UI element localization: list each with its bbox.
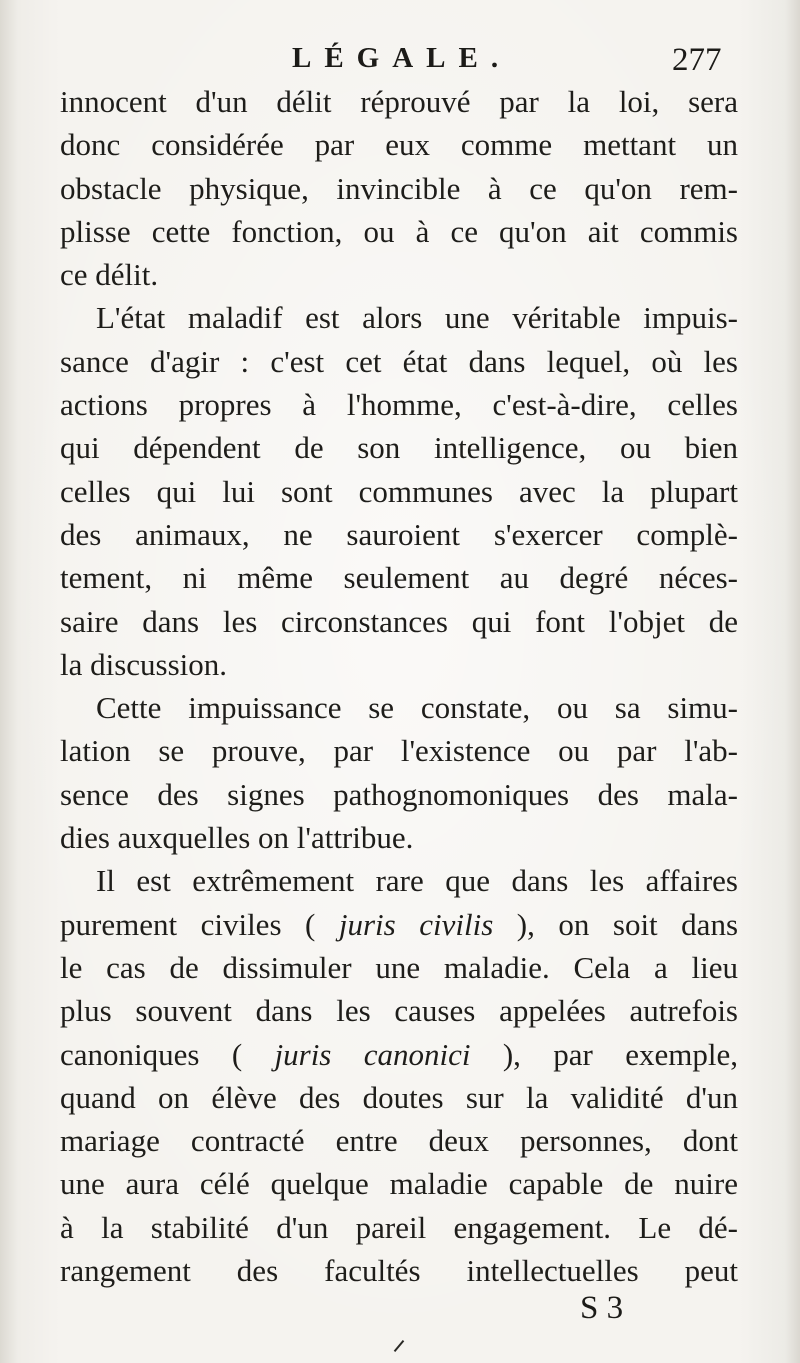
text-line: plisse cette fonction, ou à ce qu'on ait commis — [60, 213, 738, 249]
text-line: une aura célé quelque maladie capable de nuire — [60, 1166, 738, 1202]
latin-term: juris canonici — [274, 1036, 471, 1072]
text-line: dies auxquelles on l'attribue. — [60, 820, 414, 856]
page-header — [0, 40, 800, 84]
text-line: mariage contracté entre deux personnes, dont — [60, 1123, 738, 1159]
text-line: saire dans les circonstances qui font l'objet de — [60, 603, 738, 639]
text-line: innocent d'un délit réprouvé par la loi, sera — [60, 84, 738, 119]
text-line: la discussion. — [60, 646, 228, 682]
text-line: tement, ni même seulement au degré néces- — [60, 560, 738, 596]
text-line: donc considérée par eux comme mettant un — [60, 127, 738, 163]
ink-mark — [394, 1340, 405, 1352]
text-line: des animaux, ne sauroient s'exercer complè- — [60, 516, 738, 552]
latin-term: juris civilis — [338, 906, 494, 942]
text-line: purement civiles ( juris civilis ), on soit dans — [60, 906, 739, 942]
text-line: quand on élève des doutes sur la validité d'un — [60, 1079, 738, 1115]
running-head: LÉGALE. — [292, 42, 512, 74]
text-line: obstacle physique, invincible à ce qu'on rem- — [60, 170, 738, 206]
page-number: 277 — [672, 42, 722, 78]
text-line: lation se prouve, par l'existence ou par l'ab- — [60, 733, 738, 769]
signature-mark: S 3 — [580, 1290, 624, 1326]
body-text — [60, 80, 738, 1292]
text-line: le cas de dissimuler une maladie. Cela a lieu — [60, 949, 738, 985]
text-line: qui dépendent de son intelligence, ou bien — [60, 430, 738, 466]
text-line: sence des signes pathognomoniques des mala- — [60, 776, 738, 812]
text-line: Cette impuissance se constate, ou sa simu- — [96, 690, 738, 726]
text-line: rangement des facultés intellectuelles peut — [60, 1253, 738, 1289]
text-line: Il est extrêmement rare que dans les affaires — [96, 863, 738, 899]
text-line: plus souvent dans les causes appelées autrefois — [60, 993, 738, 1029]
text-line: ce délit. — [60, 257, 159, 293]
text-line: canoniques ( juris canonici ), par exemple, — [60, 1036, 738, 1072]
text-line: celles qui lui sont communes avec la plupart — [60, 473, 738, 509]
text-line: à la stabilité d'un pareil engagement. Le dé- — [60, 1209, 738, 1245]
text-line: sance d'agir : c'est cet état dans lequel, où les — [60, 343, 738, 379]
text-line: actions propres à l'homme, c'est-à-dire, celles — [60, 387, 738, 423]
text-line: L'état maladif est alors une véritable impuis- — [96, 300, 738, 336]
